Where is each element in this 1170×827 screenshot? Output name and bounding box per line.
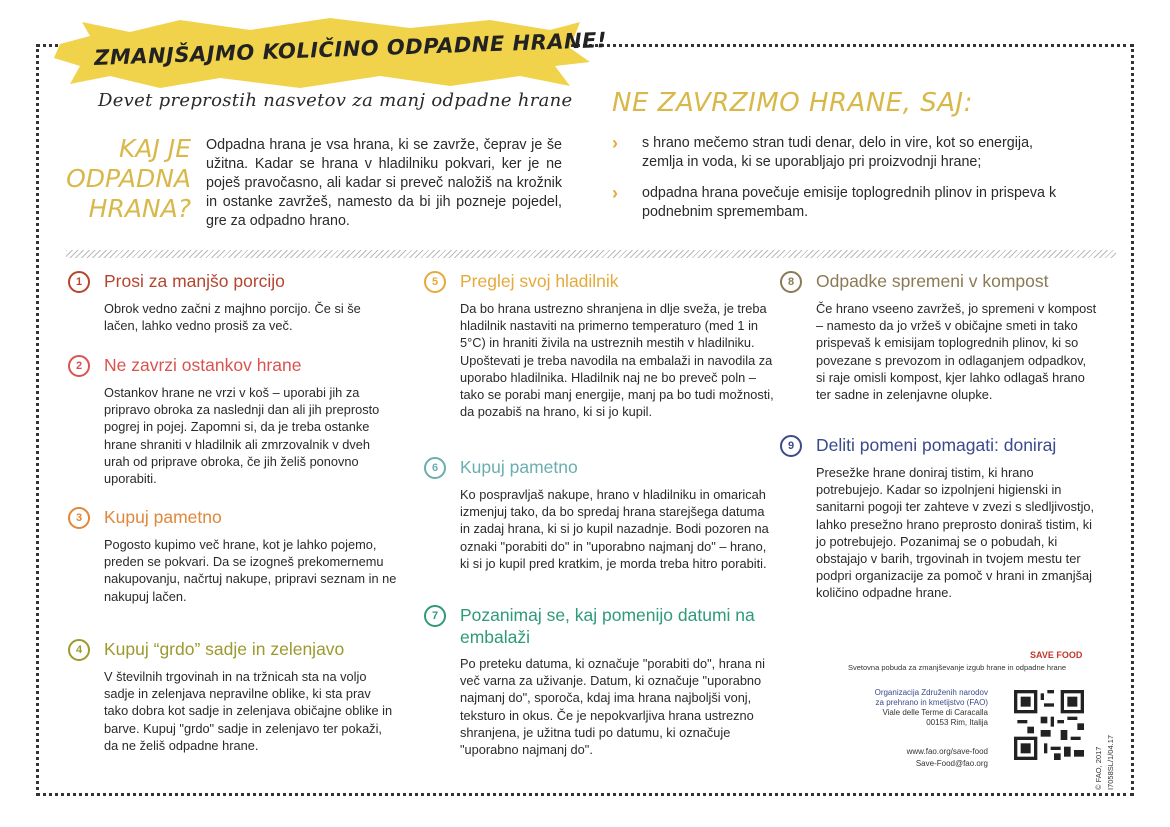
tip-title: Deliti pomeni pomagati: doniraj (816, 435, 1057, 455)
tip-title: Kupuj pametno (460, 457, 578, 477)
save-food-subtitle: Svetovna pobuda za zmanjševanje izgub hrane in odpadne hrane (848, 663, 1067, 672)
org-line: Organizacija Združenih narodov (874, 688, 988, 697)
intro-text: Odpadna hrana je vsa hrana, ki se zavrže, čeprav je še užitna. Kadar se hrana v hladilniku pokvari, ker je ne poješ pravočasno, ali kadar si preveč naložiš na krožnik in ostanke zavržeš, namesto da bi jih pozneje pojedel, gre za odpadno hrano. (206, 137, 562, 229)
intro-question (66, 134, 191, 224)
tip-body: V številnih trgovinah in na tržnicah sta na voljo sadje in zelenjava nepravilne oblike, ki sta prav tako dobra kot sadje in zelenjava običajne oblike in barve. Kupuj "grdo" sadje in zelenjavo ter pokaži, da ne želiš odpadne hrane. (104, 669, 393, 753)
tip-title: Kupuj pametno (104, 507, 222, 527)
tip-title: Odpadke spremeni v kompost (816, 271, 1049, 291)
save-food-title: SAVE FOOD (1030, 650, 1083, 660)
chevron-right-icon: › (612, 183, 618, 203)
tip-body: Po preteku datuma, ki označuje "porabiti do", hrana ni več varna za uživanje. Datum, ki označuje "uporabno najmanj do", sporoča, kdaj ima hrana najboljši vonj, teksturo in okus. Če je nepokvarljiva hrana ustrezno shranjena, je užitna tudi po datumu, ki označuje "uporabno najmanj do". (460, 656, 766, 758)
tips-column-1 (68, 270, 398, 754)
why-list (612, 134, 1072, 234)
tip-number-badge: 1 (68, 271, 90, 293)
tip-3 (68, 506, 398, 638)
why-item (612, 184, 1072, 222)
tip-number-badge: 9 (780, 435, 802, 457)
tip-6 (424, 456, 774, 604)
tip-4 (68, 638, 398, 754)
hatched-divider (66, 250, 1116, 258)
tip-1 (68, 270, 398, 354)
page-subtitle: Devet preprostih nasvetov za manj odpadne hrane (98, 90, 573, 111)
why-title: NE ZAVRZIMO HRANE, SAJ: (612, 88, 973, 118)
tip-body: Presežke hrane doniraj tistim, ki hrano potrebujejo. Kadar so izpolnjeni higienski in sanitarni pogoji ter zahteve v zvezi s sledljivostjo, lahko presežno hrano preprosto doniraš tistim, ki jo potrebujejo. Pozanimaj se o pobudah, ki obstajajo v barih, trgovinah in tvojem mestu ter podpri organizacije za pomoč v hrani in zmanjšaj količino odpadne hrane. (816, 465, 1095, 601)
tip-number-badge: 2 (68, 355, 90, 377)
tip-5 (424, 270, 774, 456)
copyright-text: © FAO, 2017 (1094, 746, 1103, 790)
tip-title: Ne zavrzi ostankov hrane (104, 355, 302, 375)
tip-title: Pozanimaj se, kaj pomenijo datumi na embalaži (460, 605, 755, 647)
tip-body: Da bo hrana ustrezno shranjena in dlje sveža, je treba hladilnik nastaviti na primerno temperaturo (med 1 in 5°C) in hraniti živila na ustreznih mestih v hladilniku. Upoštevati je treba navodila na embalaži in navodila za uporabo hladilnika. Hladilnik naj ne bo preveč poln – tako se porabi manj energije, manj pa bo tudi možnosti, da pozabiš na hrano, ki si jo kupil. (460, 301, 774, 420)
tip-title: Kupuj “grdo” sadje in zelenjavo (104, 639, 345, 659)
web-link[interactable]: www.fao.org/save-food (906, 747, 988, 756)
tip-body: Ostankov hrane ne vrzi v koš – uporabi jih za pripravo obroka za naslednji dan ali jih preprosto pogrej in pojej. Zapomni si, da je treba ostanke hrane shraniti v hladilnik ali zmrzovalnik v dveh urah od priprave obroka, če jih želiš ponovno uporabiti. (104, 385, 380, 487)
tips-column-2 (424, 270, 774, 758)
intro-question-line: HRANA? (88, 194, 191, 223)
why-item-text: s hrano mečemo stran tudi denar, delo in vire, kot so energija, zemlja in voda, ki se uporabljajo pri proizvodnji hrane; (642, 135, 1033, 170)
why-item (612, 134, 1072, 172)
tip-number-badge: 3 (68, 507, 90, 529)
tip-2 (68, 354, 398, 506)
tip-body: Obrok vedno začni z majhno porcijo. Če si še lačen, lahko vedno prosiš za več. (104, 301, 361, 334)
tip-body: Ko pospravljaš nakupe, hrano v hladilniku in omaricah izmenjuj tako, da bo spredaj hrana starejšega datuma in zadaj hrana, ki si jo kupil nazadnje. Bodi pozoren na oznaki "porabiti do" in "uporabno najmanj do" – hrano, ki si jo kupil pred kratkim, je morda treba hitro porabiti. (460, 487, 769, 571)
contact-links (848, 746, 988, 770)
org-block (848, 688, 988, 728)
publication-code: I7058SL/1/04.17 (1106, 734, 1115, 790)
banner-title: ZMANJŠAJMO KOLIČINO ODPADNE HRANE! (93, 28, 608, 70)
tip-number-badge: 8 (780, 271, 802, 293)
tips-column-3 (780, 270, 1098, 602)
tip-9 (780, 434, 1098, 602)
tip-number-badge: 6 (424, 457, 446, 479)
email-link[interactable]: Save-Food@fao.org (915, 759, 988, 768)
chevron-right-icon: › (612, 133, 618, 153)
why-item-text: odpadna hrana povečuje emisije toplogrednih plinov in prispeva k podnebnim spremembam. (642, 185, 1057, 220)
qr-code-icon (1014, 690, 1084, 760)
address-line: Viale delle Terme di Caracalla (882, 708, 988, 717)
tip-body: Če hrano vseeno zavržeš, jo spremeni v kompost – namesto da jo vržeš v običajne smeti in tako prispevaš k emisijam toplogrednih plinov, ki so povezane s prevozom in odlaganjem odpadkov, si raje omisli kompost, kjer lahko odlagaš hrano ter sadne in zelenjavne olupke. (816, 301, 1097, 403)
org-line: za prehrano in kmetijstvo (FAO) (875, 698, 988, 707)
tip-number-badge: 4 (68, 639, 90, 661)
intro-question-line: KAJ JE (119, 134, 191, 163)
tip-title: Preglej svoj hladilnik (460, 271, 619, 291)
tip-number-badge: 5 (424, 271, 446, 293)
print-codes (1090, 700, 1130, 790)
tip-number-badge: 7 (424, 605, 446, 627)
tip-7 (424, 604, 774, 758)
tip-body: Pogosto kupimo več hrane, kot je lahko pojemo, preden se pokvari. Da se izogneš prekomernemu nakupovanju, načrtuj nakupe, pripravi seznam in ne nakupuj lačen. (104, 537, 397, 604)
tip-8 (780, 270, 1098, 434)
tip-title: Prosi za manjšo porcijo (104, 271, 285, 291)
address-line: 00153 Rim, Italija (926, 718, 988, 727)
intro-question-line: ODPADNA (66, 164, 191, 193)
